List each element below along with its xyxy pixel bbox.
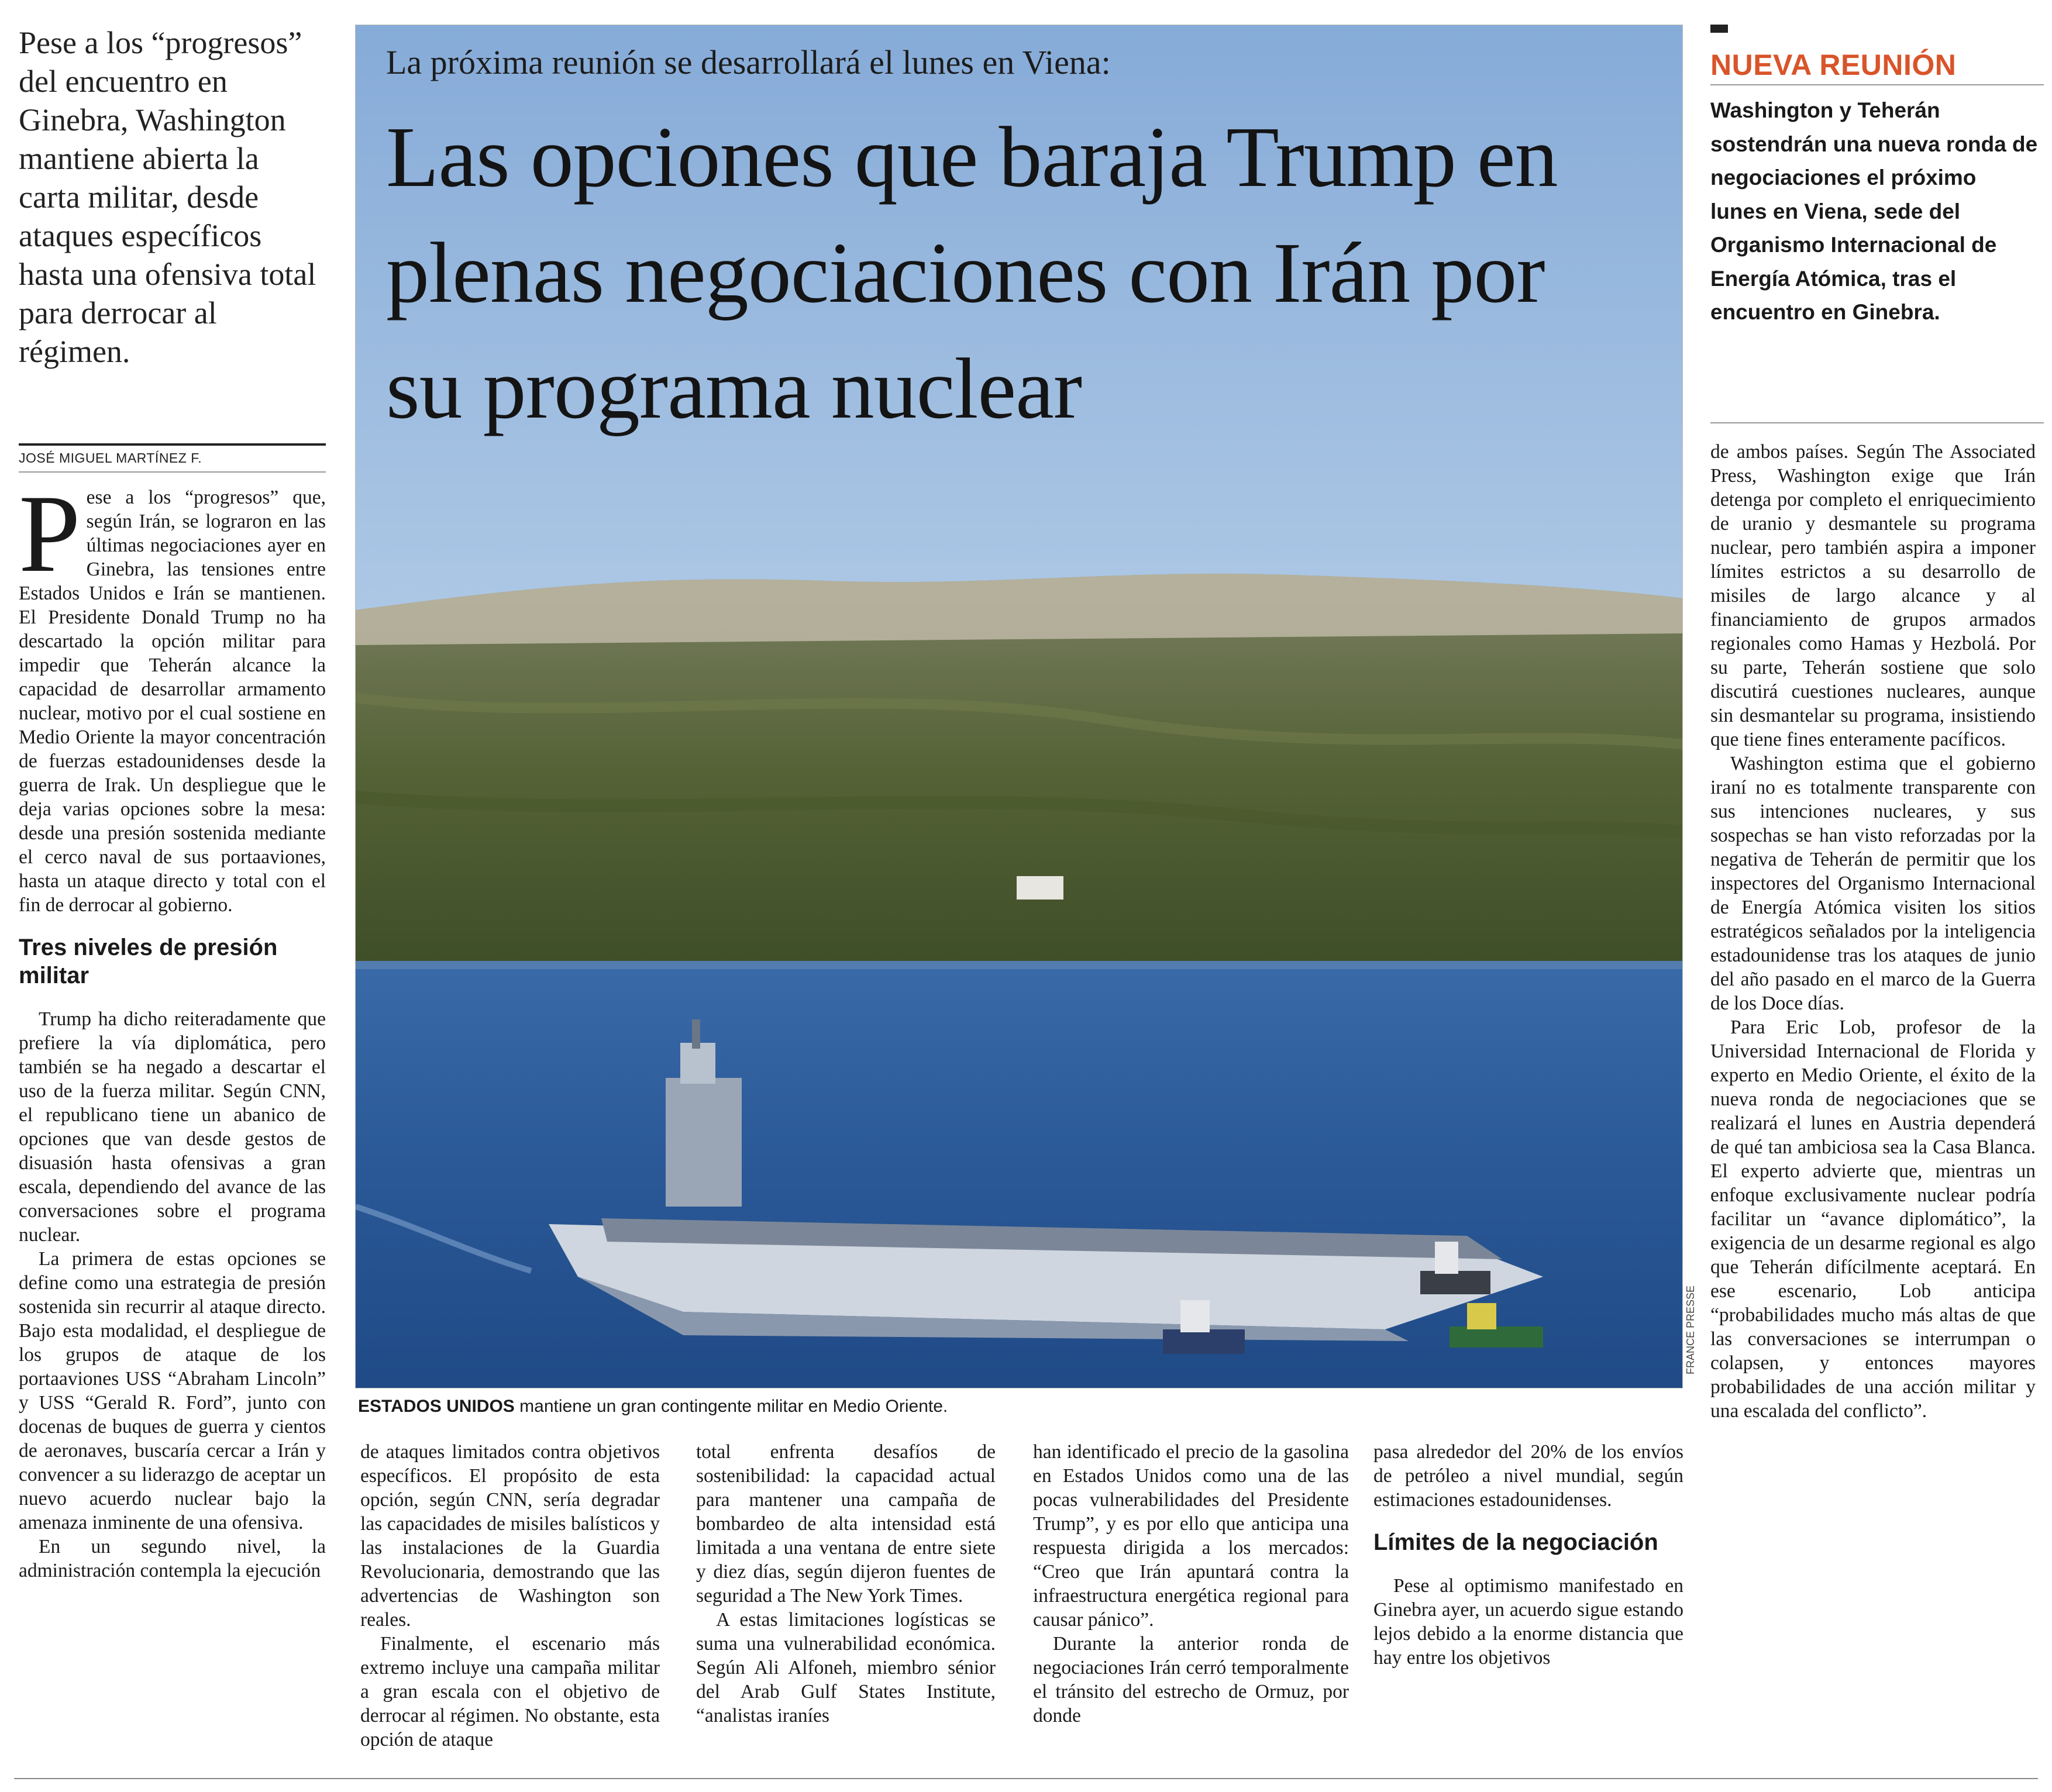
headline-kicker: La próxima reunión se desarrollará el lunes en Viena: [386,43,1111,81]
article-paragraph-intro [19,473,326,917]
sidebar-tab-mark [1710,25,1728,33]
article-column-5 [1373,1440,1683,1670]
article-paragraph: han identificado el precio de la gasolina en Estados Unidos como una de las pocas vulnerabilidades del Presidente Trump”, y es por ello que anticipa una respuesta dirigida a los mercados: “Creo que Irán apuntará contra la infraestructura energética regional para causar pánico”. [1033,1441,1349,1631]
article-column-3 [696,1440,996,1728]
byline-rule-top [19,443,326,446]
article-paragraph: Para Eric Lob, profesor de la Universidad Internacional de Florida y experto en Medio Oriente, el éxito de la nueva ronda de negociaciones que se realizará el lunes en Austria dependerá de qué tan ambiciosa sea la Casa Blanca. El experto advierte que, mientras un enfoque exclusivamente nuclear podría facilitar un “avance diplomático”, la exigencia de un desarme regional es algo que Teherán difícilmente aceptará. En ese escenario, Lob anticipa “probabilidades mucho más altas de que las conversaciones se interrumpan o colapsen, y entonces mayores probabilidades de una acción militar y una escalada del conflicto”. [1710,1016,2036,1422]
headline: Las opciones que baraja Trump en plenas negociaciones con Irán por su programa nuclear [386,109,1558,437]
intro-text: ese a los “progresos” que, según Irán, se lograron en las últimas negociaciones ayer en Ginebra, las tensiones entre Estados Unidos e Irán se mantienen. El Presidente Donald Trump no ha descartado la opción militar para impedir que Teherán alcance la capacidad de desarrollar armamento nuclear, motivo por el cual sostiene en Medio Oriente la mayor concentración de fuerzas estadounidenses desde la guerra de Irak. Un despliegue que le deja varias opciones sobre la mesa: desde una presión sostenida mediante el cerco naval de sus portaaviones, hasta un ataque directo y total con el fin de derrocar al gobierno. [19,487,326,916]
article-paragraph: A estas limitaciones logísticas se suma una vulnerabilidad económica. Según Ali Alfoneh, miembro sénior del Arab Gulf States Institute, “analistas iraníes [696,1609,996,1726]
sidebar-rule-bottom [1710,422,2044,423]
article-paragraph: total enfrenta desafíos de sostenibilidad: la capacidad actual para mantener una campaña de bombardeo de alta intensidad está limitada a una ventana de entre siete y diez días, según dijeron fuentes de seguridad a The New York Times. [696,1441,996,1607]
subhead-limits: Límites de la negociación [1373,1529,1658,1555]
byline: JOSÉ MIGUEL MARTÍNEZ F. [19,450,202,466]
page-bottom-rule [14,1778,2038,1779]
article-column-6 [1710,440,2036,1423]
article-paragraph: Durante la anterior ronda de negociaciones Irán cerró temporalmente el tránsito del estrecho de Ormuz, por donde [1033,1633,1349,1726]
lead-deck: Pese a los “progresos” del encuentro en Ginebra, Washington mantiene abierta la carta militar, desde ataques específicos hasta una ofensiva total para derrocar al régimen. [19,25,316,369]
drop-cap: P [19,473,81,595]
caption-label: ESTADOS UNIDOS [358,1397,515,1416]
article-paragraph: Washington estima que el gobierno iraní no es totalmente transparente con sus intenciones nucleares, y sus sospechas se han visto reforzadas por la negativa de Teherán de permitir que los inspectores del Organismo Internacional de Energía Atómica visiten los sitios estratégicos señalados por la inteligencia estadounidense tras los ataques de junio del año pasado en el marco de la Guerra de los Doce días. [1710,753,2036,1014]
article-paragraph: La primera de estas opciones se define como una estrategia de presión sostenida sin recurrir al ataque directo. Bajo esta modalidad, el despliegue de los grupos de ataque de los portaaviones USS “Abraham Lincoln” y USS “Gerald R. Ford”, junto con docenas de buques de guerra y cientos de aeronaves, buscaría cercar a Irán y convencer a su liderazgo de aceptar un nuevo acuerdo nuclear bajo la amenaza inminente de una ofensiva. [19,1248,326,1533]
sidebar-text: Washington y Teherán sostendrán una nueva ronda de negociaciones el próximo lunes en Viena, sede del Organismo Internacional de Energía Atómica, tras el encuentro en Ginebra. [1710,98,2038,324]
article-column-2 [360,1440,660,1752]
article-paragraph: pasa alrededor del 20% de los envíos de petróleo a nivel mundial, según estimaciones estadounidenses. [1373,1441,1683,1511]
article-paragraph: de ambos países. Según The Associated Press, Washington exige que Irán detenga por completo el enriquecimiento de uranio y desmantele su programa nuclear, pero también aspira a imponer límites estrictos a su desarrollo de misiles de largo alcance y al financiamiento de grupos armados regionales como Hamas y Hezbolá. Por su parte, Teherán sostiene que solo discutirá cuestiones nucleares, aunque sin desmantelar su programa, insistiendo que tiene fines enteramente pacíficos. [1710,441,2036,750]
sidebar-rule [1710,84,2044,85]
subhead-three-levels: Tres niveles de presión militar [19,935,278,988]
photo-credit: FRANCE PRESSE [1685,1285,1696,1374]
sidebar-title: NUEVA REUNIÓN [1710,49,1957,81]
article-paragraph: En un segundo nivel, la administración contempla la ejecución [19,1536,326,1581]
caption-text: mantiene un gran contingente militar en Medio Oriente. [514,1397,948,1416]
article-paragraph: Trump ha dicho reiteradamente que prefiere la vía diplomática, pero también se ha negado a descartar el uso de la fuerza militar. Según CNN, el republicano tiene un abanico de opciones que van desde gestos de disuasión hasta ofensivas a gran escala, dependiendo del avance de las conversaciones sobre el programa nuclear. [19,1008,326,1246]
article-paragraph: Pese al optimismo manifestado en Ginebra ayer, un acuerdo sigue estando lejos debido a la enorme distancia que hay entre los objetivos [1373,1575,1683,1669]
article-paragraph: Finalmente, el escenario más extremo incluye una campaña militar a gran escala con el objetivo de derrocar al régimen. No obstante, esta opción de ataque [360,1633,660,1750]
article-paragraph: de ataques limitados contra objetivos específicos. El propósito de esta opción, según CNN, sería degradar las capacidades de misiles balísticos y las instalaciones de la Guardia Revolucionaria, demostrando que las advertencias de Washington son reales. [360,1441,660,1631]
article-column-4 [1033,1440,1349,1728]
article-column-1 [19,473,326,1583]
photo-caption [358,1395,1680,1418]
